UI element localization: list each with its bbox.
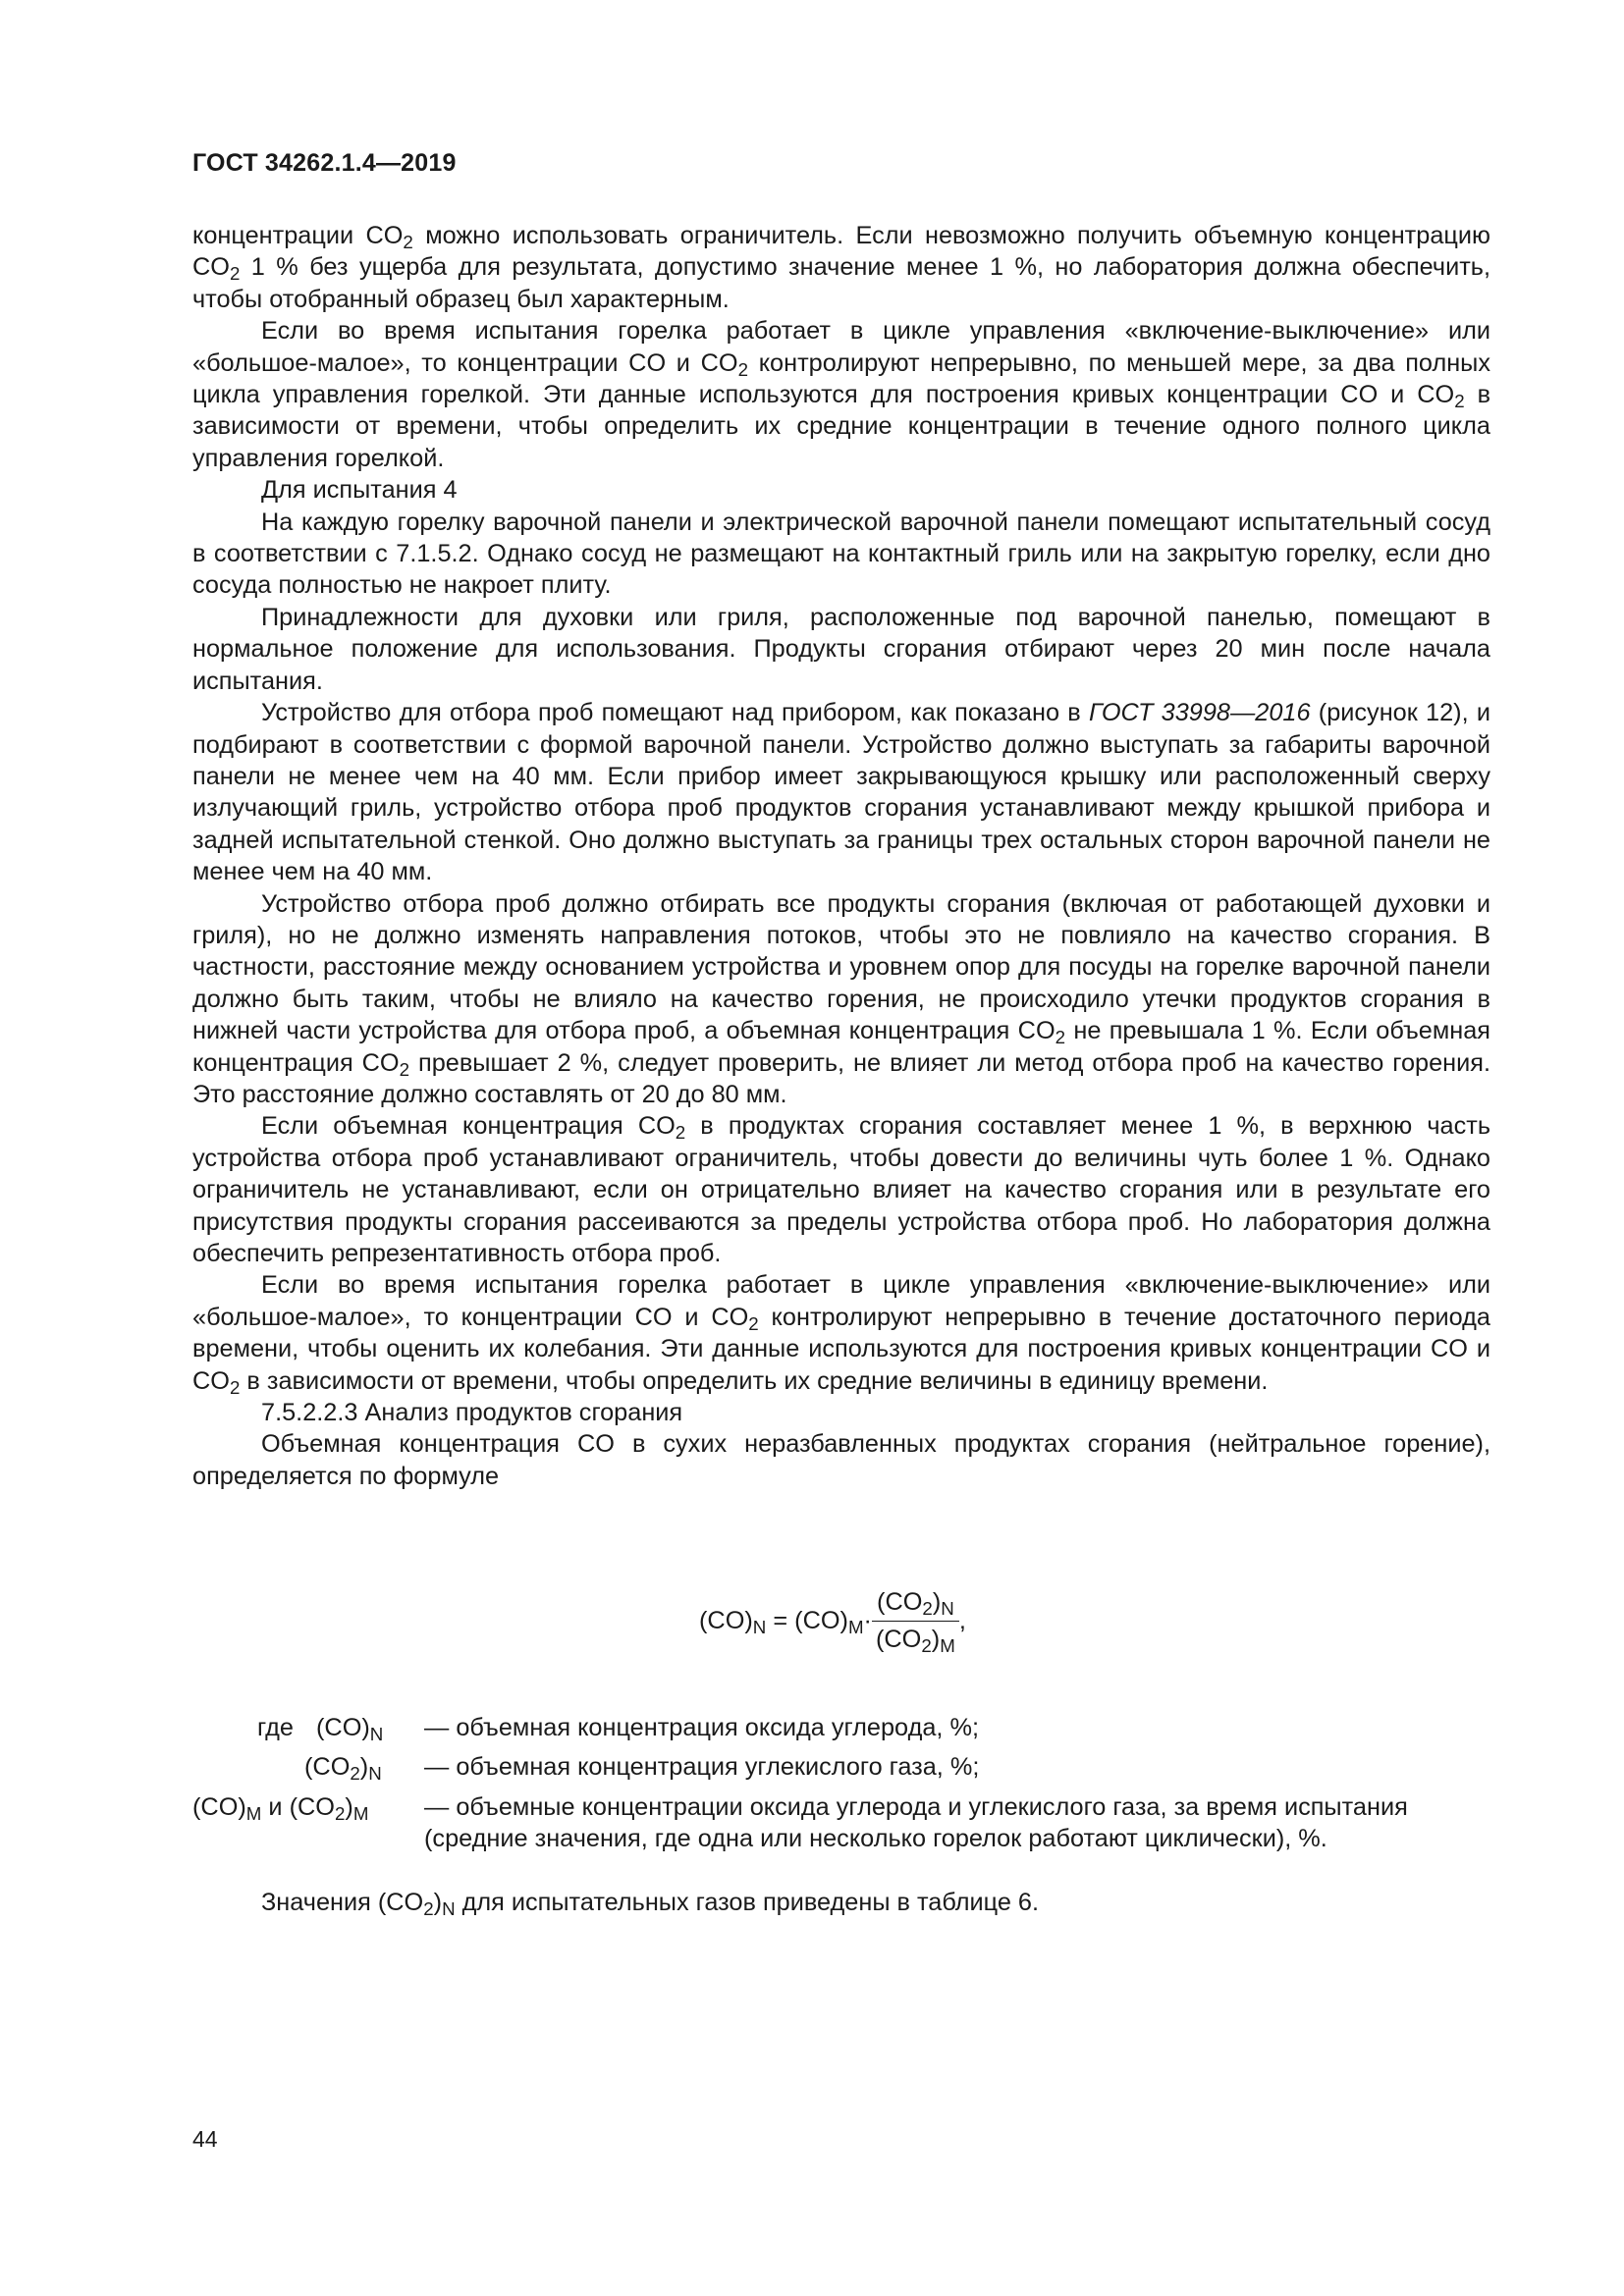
- definition-row-2: [192, 1751, 1490, 1783]
- fraction-denominator: $(CO_2)_M$: [875, 1626, 955, 1657]
- definition-symbol: $(CO)_N$: [316, 1714, 384, 1745]
- paragraph-5: Принадлежности для духовки или гриля, расположенные под варочной панелью, помещают в нормальное положение для использования. Продукты сгорания отбирают через 20 мин после начала испытания.: [192, 603, 1490, 695]
- paragraph-6: Устройство для отбора проб помещают над прибором, как показано в ГОСТ 33998—2016 (рисунок 12), и подбирают в соответствии с формой варочной панели. Устройство должно выступать за габариты варочной панели не менее чем на 40 мм. Если прибор имеет закрывающуюся крышку или расположенный сверху излучающий гриль, устройство отбора проб продуктов сгорания устанавливают между крышкой прибора и задней испытательной стенкой. Оно должно выступать за границы трех остальных сторон варочной панели не менее чем на 40 мм.: [192, 699, 1490, 886]
- symbol-definitions: [192, 1712, 1490, 1863]
- paragraph-7: Устройство отбора проб должно отбирать все продукты сгорания (включая от работающей духовки и гриля), но не должно изменять направления потоков, чтобы это не повлияло на качество сгорания. В частности, расстояние между основанием устройства и уровнем опор для посуды на горелке варочной панели должно быть таким, чтобы не влияло на качество горения, не происходило утечки продуктов сгорания в нижней части устройства для отбора проб, а объемная концентрация $CO_2$ не превышала 1 %. Если объемная концентрация $CO_2$ превышает 2 %, следует проверить, не влияет ли метод отбора проб на качество горения. Это расстояние должно составлять от 20 до 80 мм.: [192, 889, 1491, 1108]
- co-formula: [699, 1588, 966, 1657]
- paragraph-11: Объемная концентрация CO в сухих неразбавленных продуктах сгорания (нейтральное горение), определяется по формуле: [192, 1430, 1490, 1490]
- paragraph-3: Для испытания 4: [261, 476, 458, 505]
- paragraph-8: Если объемная концентрация $CO_2$ в продуктах сгорания составляет менее 1 %, в верхнюю часть устройства отбора проб устанавливают ограничитель, чтобы довести до величины чуть более 1 %. Однако ограничитель не устанавливают, если он отрицательно влияет на качество сгорания или в результате его присутствия продукты сгорания рассеиваются за пределы устройства отбора проб. Но лаборатория должна обеспечить репрезентативность отбора проб.: [192, 1112, 1491, 1267]
- page-number: 44: [192, 2126, 218, 2152]
- standard-header: ГОСТ 34262.1.4—2019: [192, 149, 457, 177]
- definition-row-3: [192, 1791, 1490, 1855]
- definition-text: — объемная концентрация оксида углерода, %;: [424, 1714, 979, 1741]
- document-body: [192, 220, 1490, 1492]
- formula-fraction: [872, 1588, 959, 1657]
- paragraph-4: На каждую горелку варочной панели и электрической варочной панели помещают испытательный сосуд в соответствии с 7.1.5.2. Однако сосуд не размещают на контактный гриль или на закрытую горелку, если дно сосуда полностью не накроет плиту.: [192, 507, 1490, 600]
- definition-symbol: $(CO)_M$ и $(CO_2)_M$: [192, 1792, 369, 1825]
- fraction-numerator: $(CO_2)_N$: [872, 1588, 959, 1622]
- definition-text: — объемная концентрация углекислого газа, %;: [424, 1753, 980, 1782]
- section-heading: 7.5.2.2.3 Анализ продуктов сгорания: [261, 1399, 683, 1427]
- standard-reference: ГОСТ 33998—2016: [1088, 699, 1311, 727]
- paragraph-1: концентрации $CO_2$ можно использовать ограничитель. Если невозможно получить объемную концентрацию $CO_2$ 1 % без ущерба для результата, допустимо значение менее 1 %, но лаборатория должна обеспечить, чтобы отобранный образец был характерным.: [192, 222, 1490, 313]
- formula-lhs: $(CO)_N = (CO)_M\cdot$: [699, 1607, 872, 1638]
- definition-symbol: $(CO_2)_N$: [304, 1753, 382, 1785]
- definition-text: — объемные концентрации оксида углерода и углекислого газа, за время испытания (средние значения, где одна или несколько горелок работают циклически), %.: [424, 1792, 1408, 1853]
- where-label: где: [257, 1714, 294, 1741]
- paragraph-2: Если во время испытания горелка работает в цикле управления «включение-выключение» или «большое-малое», то концентрации CO и $CO_2$ контролируют непрерывно, по меньшей мере, за два полных цикла управления горелкой. Эти данные используются для построения кривых концентрации CO и $CO_2$ в зависимости от времени, чтобы определить их средние концентрации в течение одного полного цикла управления горелкой.: [192, 317, 1491, 472]
- paragraph-9: Если во время испытания горелка работает в цикле управления «включение-выключение» или «большое-малое», то концентрации CO и $CO_2$ контролируют непрерывно в течение достаточного периода времени, чтобы оценить их колебания. Эти данные используются для построения кривых концентрации CO и $CO_2$ в зависимости от времени, чтобы определить их средние величины в единицу времени.: [192, 1271, 1490, 1398]
- definition-row-1: [192, 1712, 1490, 1743]
- formula-comma: ,: [958, 1607, 966, 1634]
- closing-note: Значения $(CO_2)_N$ для испытательных газов приведены в таблице 6.: [261, 1889, 1040, 1920]
